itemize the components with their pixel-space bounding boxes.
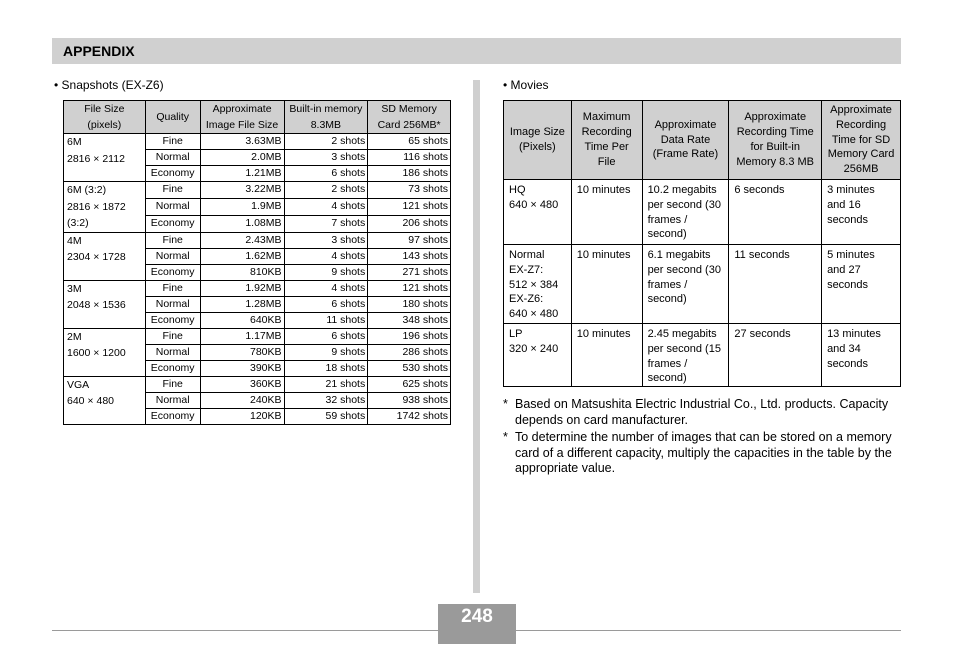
movies-header-cell: Approximate Recording Time for SD Memory Card 256MB <box>822 101 901 180</box>
sd-card-cell: 121 shots <box>368 198 451 215</box>
quality-cell: Economy <box>145 408 200 424</box>
builtin-memory-cell: 4 shots <box>284 248 368 264</box>
movies-header-cell: Image Size (Pixels) <box>504 101 572 180</box>
file-size-line: 2304 × 1728 <box>67 251 126 263</box>
data-rate-cell: 2.45 megabits per second (15 frames / second) <box>642 324 729 387</box>
builtin-memory-cell: 9 shots <box>284 344 368 360</box>
footnote <box>503 397 903 428</box>
sd-card-cell: 73 shots <box>368 182 451 199</box>
file-size-value-cell: 2.43MB <box>200 232 284 248</box>
sd-card-cell: 180 shots <box>368 296 451 312</box>
footnote <box>503 430 903 477</box>
quality-cell: Fine <box>145 376 200 392</box>
movies-header-row <box>504 101 901 180</box>
snapshots-title: • Snapshots (EX-Z6) <box>54 78 164 92</box>
builtin-memory-cell: 6 shots <box>284 166 368 182</box>
snapshots-header-cell: SD Memory Card 256MB* <box>368 101 451 134</box>
max-time-cell: 10 minutes <box>571 180 642 245</box>
max-time-cell: 10 minutes <box>571 245 642 324</box>
quality-cell: Fine <box>145 280 200 296</box>
file-size-value-cell: 1.62MB <box>200 248 284 264</box>
file-size-line: 3M <box>67 282 82 295</box>
snapshots-header-row <box>64 101 451 134</box>
file-size-line: 2048 × 1536 <box>67 299 126 311</box>
footnote-text: To determine the number of images that can be stored on a memory card of a different capacity, multiply the capacities in the table by the appropriate value. <box>515 430 892 475</box>
quality-cell: Economy <box>145 312 200 328</box>
snapshots-row <box>64 280 451 296</box>
snapshots-header-cell: Built-in memory 8.3MB <box>284 101 368 134</box>
sd-card-cell: 938 shots <box>368 392 451 408</box>
movies-header-cell: Approximate Recording Time for Built-in Memory 8.3 MB <box>729 101 822 180</box>
header-bar <box>52 38 901 64</box>
sd-card-cell: 65 shots <box>368 134 451 150</box>
file-size-cell <box>64 182 146 233</box>
sd-card-cell: 1742 shots <box>368 408 451 424</box>
builtin-time-cell: 11 seconds <box>729 245 822 324</box>
movies-title: • Movies <box>503 78 549 92</box>
file-size-value-cell: 780KB <box>200 344 284 360</box>
builtin-memory-cell: 21 shots <box>284 376 368 392</box>
movies-row <box>504 245 901 324</box>
builtin-memory-cell: 6 shots <box>284 296 368 312</box>
sd-card-cell: 116 shots <box>368 150 451 166</box>
file-size-line: 640 × 480 <box>67 395 115 407</box>
page-number-band <box>438 630 516 644</box>
sd-card-cell: 121 shots <box>368 280 451 296</box>
builtin-memory-cell: 4 shots <box>284 280 368 296</box>
file-size-line: VGA <box>67 378 90 391</box>
builtin-memory-cell: 3 shots <box>284 232 368 248</box>
snapshots-row <box>64 232 451 248</box>
builtin-memory-cell: 3 shots <box>284 150 368 166</box>
sd-card-cell: 286 shots <box>368 344 451 360</box>
file-size-line: 4M <box>67 234 82 247</box>
file-size-value-cell: 810KB <box>200 264 284 280</box>
quality-cell: Fine <box>145 328 200 344</box>
builtin-memory-cell: 7 shots <box>284 215 368 232</box>
file-size-line: (3:2) <box>67 217 89 229</box>
footnotes <box>503 397 903 479</box>
sd-card-cell: 625 shots <box>368 376 451 392</box>
file-size-line: 6M <box>67 136 82 148</box>
sd-card-cell: 271 shots <box>368 264 451 280</box>
file-size-value-cell: 1.17MB <box>200 328 284 344</box>
sd-card-cell: 143 shots <box>368 248 451 264</box>
file-size-value-cell: 390KB <box>200 360 284 376</box>
image-size-cell: LP 320 × 240 <box>504 324 572 387</box>
builtin-time-cell: 27 seconds <box>729 324 822 387</box>
file-size-value-cell: 1.92MB <box>200 280 284 296</box>
sd-time-cell: 13 minutes and 34 seconds <box>822 324 901 387</box>
file-size-line: 1600 × 1200 <box>67 347 126 359</box>
footnote-text: Based on Matsushita Electric Industrial Co., Ltd. products. Capacity depends on card manufacturer. <box>515 397 889 427</box>
page-number-box <box>438 604 516 644</box>
file-size-value-cell: 3.63MB <box>200 134 284 150</box>
builtin-memory-cell: 6 shots <box>284 328 368 344</box>
builtin-memory-cell: 11 shots <box>284 312 368 328</box>
quality-cell: Normal <box>145 392 200 408</box>
quality-cell: Economy <box>145 166 200 182</box>
footnote-mark: * <box>503 430 508 444</box>
quality-cell: Fine <box>145 182 200 199</box>
builtin-memory-cell: 2 shots <box>284 134 368 150</box>
movies-row <box>504 324 901 387</box>
snapshots-row <box>64 182 451 199</box>
builtin-memory-cell: 59 shots <box>284 408 368 424</box>
file-size-line: 2816 × 2112 <box>67 152 125 165</box>
snapshots-header-cell: Approximate Image File Size <box>200 101 284 134</box>
snapshots-header-cell: Quality <box>145 101 200 134</box>
snapshots-row <box>64 134 451 150</box>
sd-card-cell: 186 shots <box>368 166 451 182</box>
file-size-value-cell: 2.0MB <box>200 150 284 166</box>
max-time-cell: 10 minutes <box>571 324 642 387</box>
quality-cell: Fine <box>145 232 200 248</box>
file-size-value-cell: 3.22MB <box>200 182 284 199</box>
builtin-memory-cell: 2 shots <box>284 182 368 199</box>
builtin-memory-cell: 32 shots <box>284 392 368 408</box>
file-size-cell <box>64 134 146 182</box>
file-size-cell <box>64 328 146 376</box>
file-size-value-cell: 640KB <box>200 312 284 328</box>
snapshots-table <box>63 100 451 425</box>
file-size-line: 2816 × 1872 <box>67 200 126 213</box>
file-size-line: 6M (3:2) <box>67 184 107 196</box>
builtin-memory-cell: 4 shots <box>284 198 368 215</box>
movies-table <box>503 100 901 387</box>
file-size-value-cell: 240KB <box>200 392 284 408</box>
quality-cell: Normal <box>145 344 200 360</box>
file-size-value-cell: 1.21MB <box>200 166 284 182</box>
file-size-cell <box>64 280 146 328</box>
file-size-value-cell: 120KB <box>200 408 284 424</box>
quality-cell: Fine <box>145 134 200 150</box>
quality-cell: Economy <box>145 215 200 232</box>
file-size-cell <box>64 232 146 280</box>
movies-header-cell: Maximum Recording Time Per File <box>571 101 642 180</box>
builtin-memory-cell: 9 shots <box>284 264 368 280</box>
footnote-mark: * <box>503 397 508 411</box>
image-size-cell: Normal EX-Z7: 512 × 384 EX-Z6: 640 × 480 <box>504 245 572 324</box>
snapshots-row <box>64 328 451 344</box>
builtin-time-cell: 6 seconds <box>729 180 822 245</box>
quality-cell: Economy <box>145 264 200 280</box>
quality-cell: Normal <box>145 296 200 312</box>
file-size-value-cell: 1.08MB <box>200 215 284 232</box>
sd-time-cell: 3 minutes and 16 seconds <box>822 180 901 245</box>
image-size-cell: HQ 640 × 480 <box>504 180 572 245</box>
snapshots-row <box>64 376 451 392</box>
sd-card-cell: 348 shots <box>368 312 451 328</box>
page-number: 248 <box>461 606 493 627</box>
file-size-value-cell: 1.28MB <box>200 296 284 312</box>
sd-card-cell: 206 shots <box>368 215 451 232</box>
data-rate-cell: 10.2 megabits per second (30 frames / second) <box>642 180 729 245</box>
file-size-value-cell: 360KB <box>200 376 284 392</box>
column-divider <box>473 80 480 593</box>
snapshots-header-cell: File Size (pixels) <box>64 101 146 134</box>
file-size-value-cell: 1.9MB <box>200 198 284 215</box>
file-size-line: 2M <box>67 330 82 343</box>
quality-cell: Normal <box>145 150 200 166</box>
builtin-memory-cell: 18 shots <box>284 360 368 376</box>
movies-row <box>504 180 901 245</box>
quality-cell: Economy <box>145 360 200 376</box>
sd-card-cell: 97 shots <box>368 232 451 248</box>
quality-cell: Normal <box>145 248 200 264</box>
file-size-cell <box>64 376 146 424</box>
sd-card-cell: 530 shots <box>368 360 451 376</box>
header-title: APPENDIX <box>63 43 135 59</box>
movies-header-cell: Approximate Data Rate (Frame Rate) <box>642 101 729 180</box>
quality-cell: Normal <box>145 198 200 215</box>
data-rate-cell: 6.1 megabits per second (30 frames / second) <box>642 245 729 324</box>
sd-card-cell: 196 shots <box>368 328 451 344</box>
sd-time-cell: 5 minutes and 27 seconds <box>822 245 901 324</box>
